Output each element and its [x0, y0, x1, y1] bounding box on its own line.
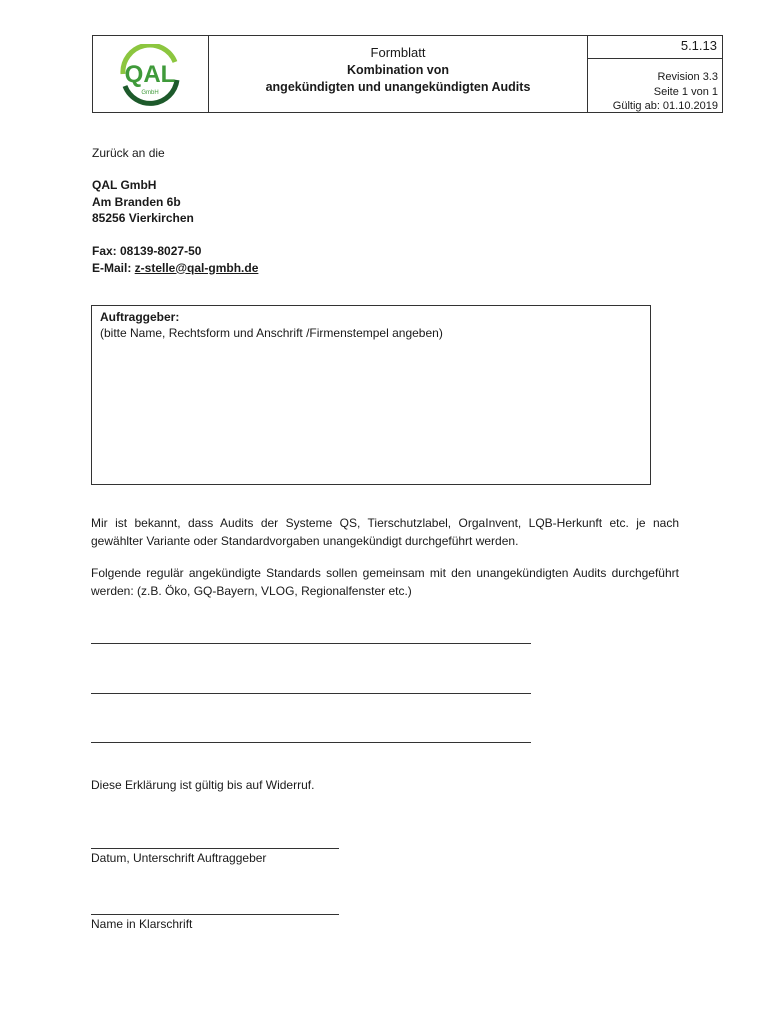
- client-label: Auftraggeber:: [100, 310, 180, 324]
- fax: Fax: 08139-8027-50: [92, 244, 202, 258]
- date-signature-line[interactable]: [91, 848, 339, 849]
- revision-block: [613, 70, 718, 114]
- title-line-1: Kombination von: [346, 63, 450, 77]
- date-signature-label: Datum, Unterschrift Auftraggeber: [91, 851, 267, 865]
- email-link[interactable]: z-stelle@qal-gmbh.de: [134, 260, 259, 275]
- doc-number: 5.1.13: [680, 38, 717, 53]
- standards-line-2[interactable]: [91, 693, 531, 694]
- contact-block: [92, 243, 258, 276]
- name-label: Name in Klarschrift: [91, 917, 193, 931]
- paragraph-1: Mir ist bekannt, dass Audits der Systeme QS, Tierschutzlabel, OrgaInvent, LQB-Herkunft etc. je nach gewählter Variante oder Standardvorgaben unangekündigt durchgeführt werden.: [91, 516, 679, 548]
- email-line: [92, 260, 258, 277]
- meta-cell: [588, 36, 722, 112]
- logo-sub: GmbH: [141, 90, 159, 96]
- validity-statement: Diese Erklärung ist gültig bis auf Widerruf.: [91, 778, 315, 792]
- client-box[interactable]: [91, 305, 651, 485]
- company-name: QAL GmbH: [92, 178, 157, 192]
- logo-cell: [93, 36, 209, 112]
- revision: Revision 3.3: [657, 71, 718, 83]
- paragraph-2: Folgende regulär angekündigte Standards sollen gemeinsam mit den unangekündigten Audits durchgeführt werden: (z.B. Öko, GQ-Bayern, VLOG, Regionalfenster etc.): [91, 566, 679, 598]
- email-label: E-Mail:: [92, 260, 135, 275]
- street: Am Branden 6b: [92, 194, 181, 209]
- meta-divider: [588, 58, 722, 59]
- city: 85256 Vierkirchen: [92, 211, 194, 225]
- return-intro: Zurück an die: [92, 146, 165, 160]
- title-line-2: angekündigten und unangekündigten Audits: [265, 80, 531, 94]
- form-label: Formblatt: [370, 45, 426, 60]
- form-header: [92, 35, 723, 113]
- name-line[interactable]: [91, 914, 339, 915]
- client-hint: (bitte Name, Rechtsform und Anschrift /Firmenstempel angeben): [100, 326, 443, 340]
- standards-line-1[interactable]: [91, 643, 531, 644]
- address-block: [92, 177, 194, 227]
- logo-text: QAL: [124, 61, 176, 88]
- valid-from: Gültig ab: 01.10.2019: [612, 100, 718, 112]
- qal-logo: [115, 44, 185, 108]
- title-cell: [209, 36, 588, 112]
- standards-line-3[interactable]: [91, 742, 531, 743]
- page-count: Seite 1 von 1: [653, 85, 718, 98]
